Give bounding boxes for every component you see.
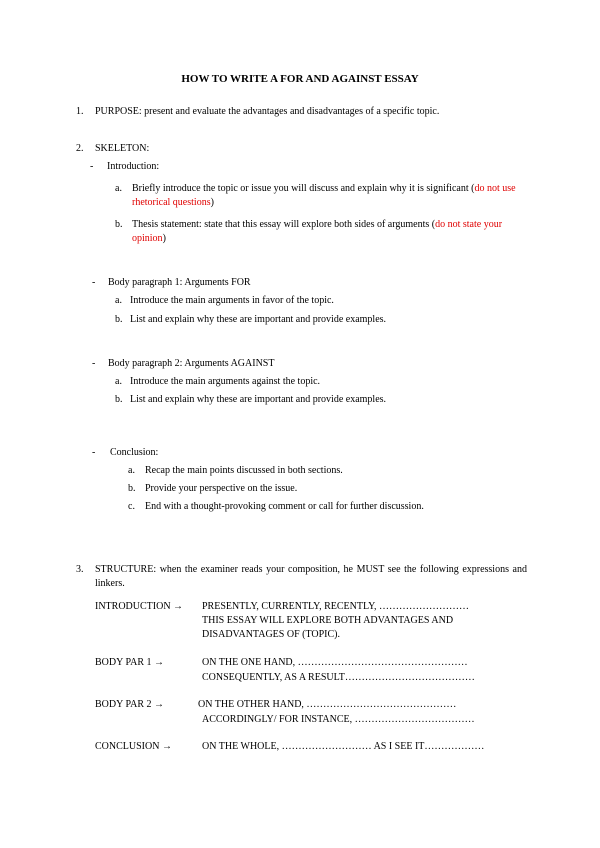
linker-line: ACCORDINGLY/ FOR INSTANCE, ……………………………… bbox=[202, 714, 475, 725]
list-marker: b. bbox=[128, 483, 136, 494]
structure-label-body-par-2: BODY PAR 2 → bbox=[95, 699, 164, 710]
linker-line: CONSEQUENTLY, AS A RESULT………………………………… bbox=[202, 672, 475, 683]
structure-text: STRUCTURE: when the examiner reads your composition, he MUST see the following expressions and linkers. bbox=[95, 564, 527, 589]
bullet-dash: - bbox=[92, 358, 96, 369]
linker-line: ON THE OTHER HAND, ……………………………………… bbox=[198, 699, 457, 710]
warning-text: do not use rhetorical questions bbox=[132, 183, 516, 208]
list-item bbox=[132, 218, 532, 246]
bullet-dash: - bbox=[92, 447, 96, 458]
skeleton-heading: SKELETON: bbox=[95, 143, 150, 154]
list-marker: a. bbox=[128, 465, 135, 476]
linker-line: ON THE ONE HAND, …………………………………………… bbox=[202, 657, 468, 668]
structure-label-conclusion: CONCLUSION → bbox=[95, 741, 172, 752]
page-title: HOW TO WRITE A FOR AND AGAINST ESSAY bbox=[181, 73, 419, 85]
section-number: 3. bbox=[76, 564, 84, 575]
list-item: List and explain why these are important and provide examples. bbox=[130, 394, 387, 405]
list-item: List and explain why these are important and provide examples. bbox=[130, 314, 387, 325]
list-item-tail: ) bbox=[210, 197, 214, 208]
list-marker: a. bbox=[115, 183, 122, 194]
warning-text: do not state your opinion bbox=[132, 219, 503, 244]
bullet-dash: - bbox=[92, 277, 96, 288]
list-item: Introduce the main arguments against the topic. bbox=[130, 376, 321, 387]
bullet-dash: - bbox=[90, 161, 94, 172]
list-item-text: Thesis statement: state that this essay will explore both sides of arguments ( bbox=[132, 219, 436, 230]
list-item-tail: ) bbox=[162, 233, 166, 244]
list-item: Recap the main points discussed in both sections. bbox=[145, 465, 343, 476]
purpose-text: PURPOSE: present and evaluate the advantages and disadvantages of a specific topic. bbox=[95, 106, 440, 117]
list-marker: a. bbox=[115, 295, 122, 306]
linker-line: THIS ESSAY WILL EXPLORE BOTH ADVANTAGES AND bbox=[202, 615, 454, 626]
list-marker: a. bbox=[115, 376, 122, 387]
body2-label: Body paragraph 2: Arguments AGAINST bbox=[108, 358, 275, 369]
list-marker: b. bbox=[115, 314, 123, 325]
list-item: End with a thought-provoking comment or call for further discussion. bbox=[145, 501, 424, 512]
section-number: 2. bbox=[76, 143, 84, 154]
section-number: 1. bbox=[76, 106, 84, 117]
intro-label: Introduction: bbox=[107, 161, 160, 172]
list-item: Introduce the main arguments in favor of the topic. bbox=[130, 295, 334, 306]
list-marker: c. bbox=[128, 501, 135, 512]
structure-label-introduction: INTRODUCTION → bbox=[95, 601, 184, 612]
structure-label-body-par-1: BODY PAR 1 → bbox=[95, 657, 164, 668]
linker-line: PRESENTLY, CURRENTLY, RECENTLY, ……………………… bbox=[202, 601, 470, 612]
conclusion-label: Conclusion: bbox=[110, 447, 159, 458]
linker-line: ON THE WHOLE, ……………………… AS I SEE IT……………… bbox=[202, 741, 485, 752]
list-marker: b. bbox=[115, 219, 123, 230]
list-marker: b. bbox=[115, 394, 123, 405]
linker-line: DISADVANTAGES OF (TOPIC). bbox=[202, 629, 341, 640]
list-item: Provide your perspective on the issue. bbox=[145, 483, 298, 494]
list-item-text: Briefly introduce the topic or issue you will discuss and explain why it is significant ( bbox=[132, 183, 475, 194]
body1-label: Body paragraph 1: Arguments FOR bbox=[108, 277, 251, 288]
list-item bbox=[132, 182, 532, 210]
